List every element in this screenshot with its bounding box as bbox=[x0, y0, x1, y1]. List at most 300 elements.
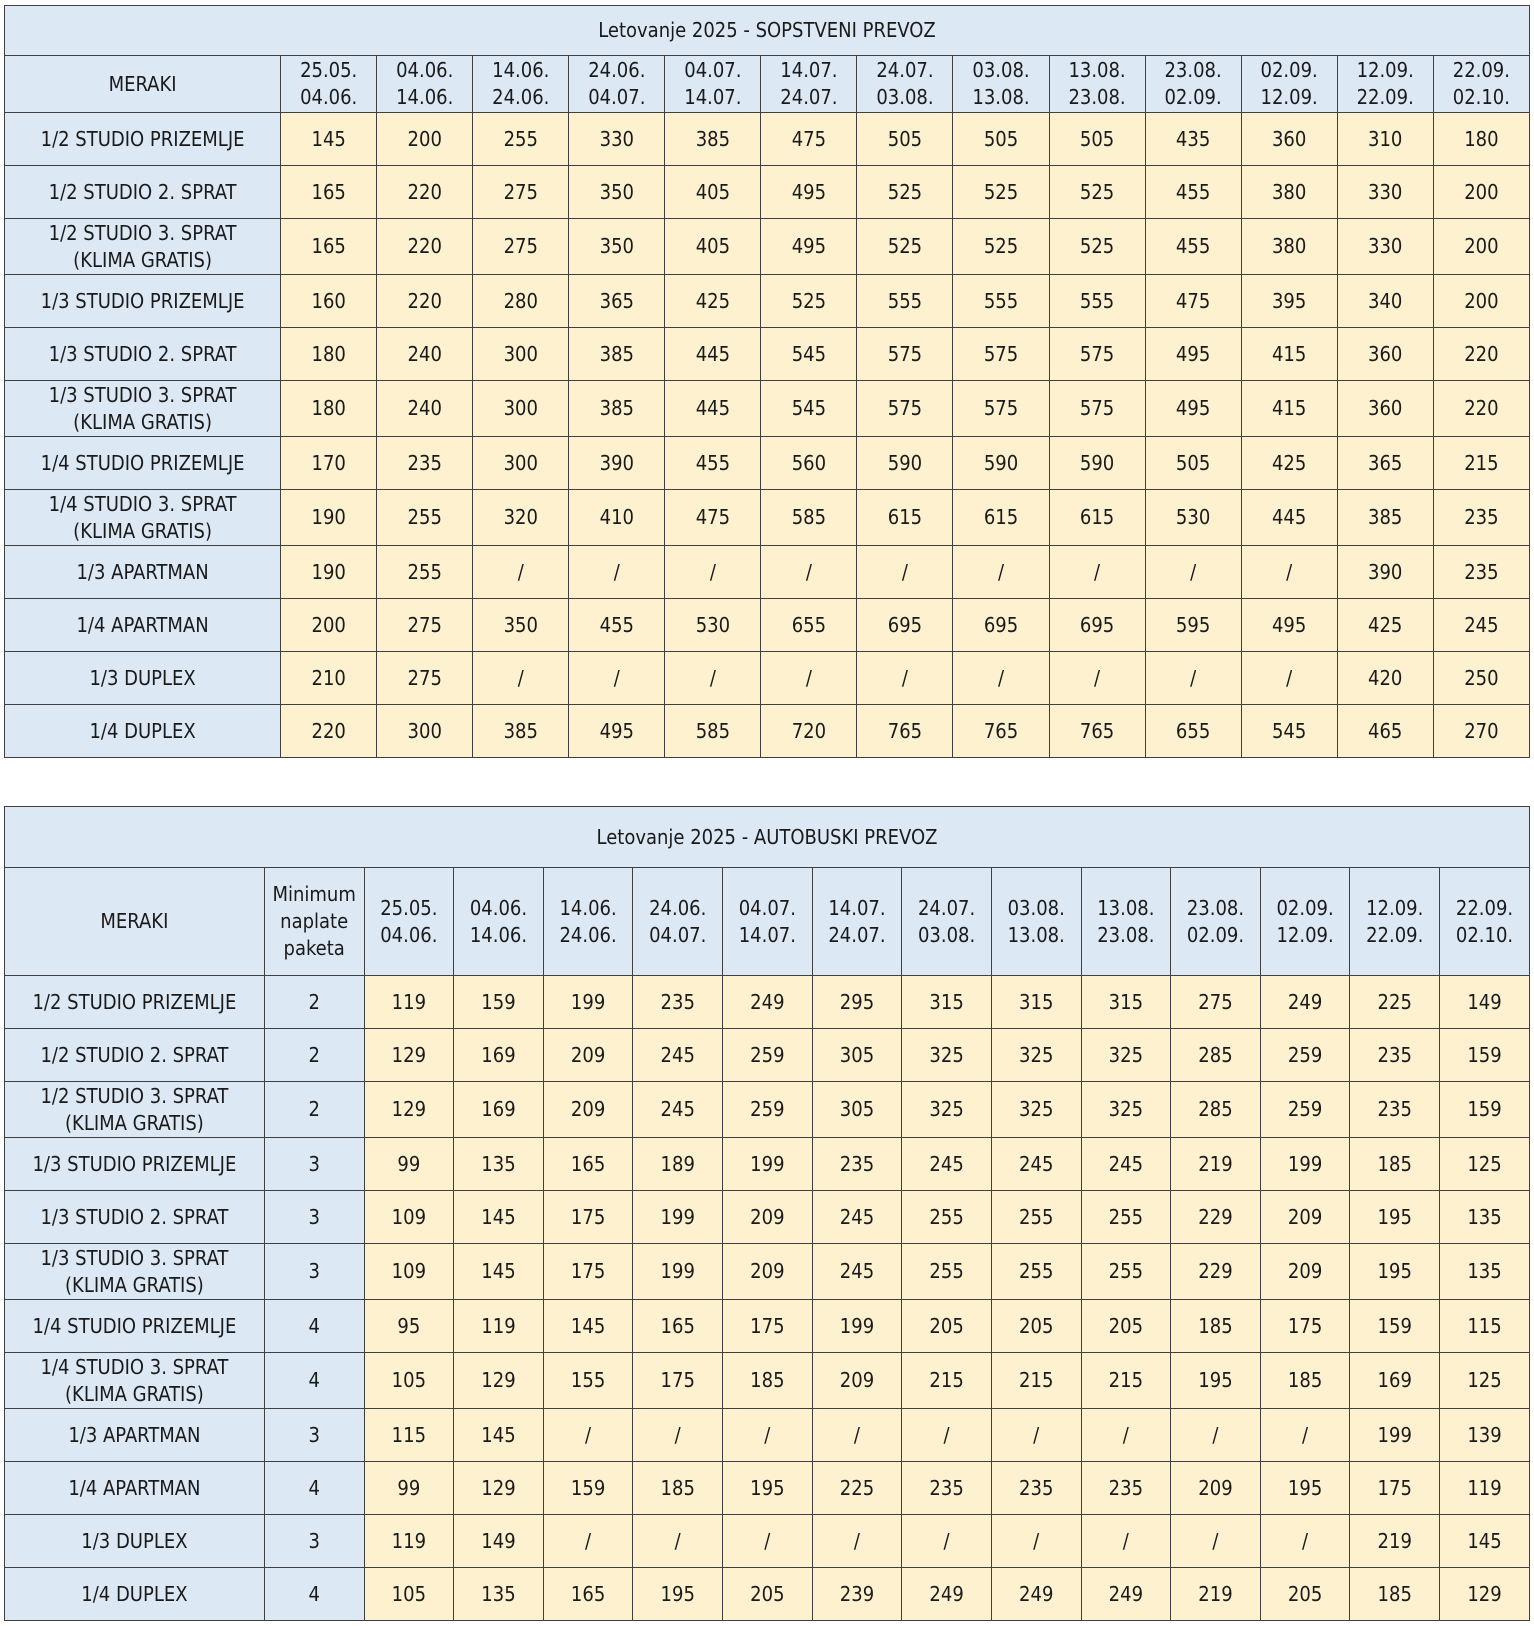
price-cell: 95 bbox=[364, 1300, 454, 1353]
text-line: 02.10. bbox=[1452, 85, 1510, 109]
text-line: 03.08. bbox=[917, 922, 976, 947]
price-cell: / bbox=[991, 1515, 1081, 1568]
price-cell: 209 bbox=[723, 1191, 813, 1244]
price-cell: / bbox=[761, 652, 857, 705]
price-cell: 119 bbox=[364, 1515, 454, 1568]
text-line: 14.06. bbox=[469, 922, 528, 947]
price-cell: 165 bbox=[281, 166, 377, 219]
price-cell: 245 bbox=[1081, 1138, 1171, 1191]
room-type bbox=[5, 976, 265, 1029]
price-cell: 185 bbox=[1260, 1353, 1350, 1409]
price-cell: 235 bbox=[991, 1462, 1081, 1515]
price-cell: 360 bbox=[1337, 328, 1433, 381]
price-cell: 350 bbox=[569, 166, 665, 219]
text-line: 02.09. bbox=[1260, 58, 1318, 82]
period-header bbox=[569, 56, 665, 113]
text-line: (KLIMA GRATIS) bbox=[73, 247, 212, 272]
price-cell: 330 bbox=[1337, 219, 1433, 275]
price-cell: / bbox=[1241, 652, 1337, 705]
price-cell: / bbox=[953, 546, 1049, 599]
price-cell: 695 bbox=[1049, 599, 1145, 652]
table-row bbox=[5, 1515, 1530, 1568]
text-line: 22.09. bbox=[1356, 85, 1414, 109]
text-line: 02.09. bbox=[1276, 895, 1334, 920]
text-line: 24.06. bbox=[588, 58, 646, 82]
price-cell: 159 bbox=[454, 976, 544, 1029]
price-cell: 575 bbox=[953, 328, 1049, 381]
text-line: (KLIMA GRATIS) bbox=[73, 409, 212, 434]
price-cell: 275 bbox=[377, 652, 473, 705]
price-cell: 209 bbox=[543, 1082, 633, 1138]
text-line: 04.06. bbox=[396, 58, 454, 82]
price-cell: 200 bbox=[1433, 219, 1529, 275]
price-cell: 525 bbox=[1049, 219, 1145, 275]
price-cell: 360 bbox=[1337, 381, 1433, 437]
price-cell: 275 bbox=[473, 219, 569, 275]
price-cell: 245 bbox=[812, 1191, 902, 1244]
text-line: 1/4 STUDIO PRIZEMLJE bbox=[40, 450, 245, 475]
price-cell: 350 bbox=[473, 599, 569, 652]
text-line: 24.07. bbox=[828, 922, 886, 947]
text-line: 02.09. bbox=[1164, 85, 1222, 109]
price-cell: 209 bbox=[1260, 1244, 1350, 1300]
table-row bbox=[5, 599, 1530, 652]
text-line: 24.06. bbox=[649, 895, 707, 920]
price-cell: 505 bbox=[857, 113, 953, 166]
price-cell: 199 bbox=[633, 1244, 723, 1300]
price-cell: 255 bbox=[377, 546, 473, 599]
price-cell: 205 bbox=[902, 1300, 992, 1353]
text-line: 1/2 STUDIO PRIZEMLJE bbox=[32, 989, 237, 1014]
price-cell: 165 bbox=[543, 1568, 633, 1621]
price-cell: 270 bbox=[1433, 705, 1529, 758]
price-cell: 350 bbox=[569, 219, 665, 275]
price-cell: 475 bbox=[761, 113, 857, 166]
text-line: 1/3 STUDIO 2. SPRAT bbox=[40, 1204, 229, 1229]
price-cell: 175 bbox=[1260, 1300, 1350, 1353]
price-cell: 255 bbox=[991, 1244, 1081, 1300]
price-cell: 195 bbox=[1350, 1191, 1440, 1244]
text-line: 04.06. bbox=[380, 922, 438, 947]
room-type bbox=[5, 1353, 265, 1409]
price-cell: 330 bbox=[569, 113, 665, 166]
price-cell: 219 bbox=[1350, 1515, 1440, 1568]
room-type bbox=[5, 546, 281, 599]
price-cell: 585 bbox=[761, 490, 857, 546]
price-cell: 505 bbox=[953, 113, 1049, 166]
price-cell: 109 bbox=[364, 1191, 454, 1244]
text-line: 1/3 STUDIO 3. SPRAT bbox=[40, 1245, 229, 1270]
price-cell: / bbox=[902, 1409, 992, 1462]
price-cell: 240 bbox=[377, 381, 473, 437]
price-cell: 240 bbox=[377, 328, 473, 381]
price-cell: 390 bbox=[569, 437, 665, 490]
table-row bbox=[5, 652, 1530, 705]
table-row bbox=[5, 1138, 1530, 1191]
text-line: 13.08. bbox=[1007, 922, 1065, 947]
text-line: 24.07. bbox=[780, 85, 838, 109]
price-cell: 119 bbox=[364, 976, 454, 1029]
period-header bbox=[812, 868, 902, 976]
price-cell: 655 bbox=[761, 599, 857, 652]
price-cell: / bbox=[665, 652, 761, 705]
text-line: 03.08. bbox=[1007, 895, 1065, 920]
corner-label: MERAKI bbox=[5, 56, 281, 113]
price-cell: 720 bbox=[761, 705, 857, 758]
price-cell: 560 bbox=[761, 437, 857, 490]
text-line: 14.06. bbox=[492, 58, 550, 82]
price-cell: 170 bbox=[281, 437, 377, 490]
price-cell: 410 bbox=[569, 490, 665, 546]
price-cell: 255 bbox=[991, 1191, 1081, 1244]
text-line: 14.06. bbox=[396, 85, 454, 109]
text-line: 04.07. bbox=[588, 85, 646, 109]
text-line: 22.09. bbox=[1455, 895, 1514, 920]
price-cell: 585 bbox=[665, 705, 761, 758]
price-cell: 575 bbox=[857, 381, 953, 437]
price-cell: 530 bbox=[665, 599, 761, 652]
price-cell: 115 bbox=[364, 1409, 454, 1462]
price-cell: / bbox=[991, 1409, 1081, 1462]
text-line: 1/3 STUDIO 3. SPRAT bbox=[48, 382, 237, 407]
period-header bbox=[1440, 868, 1530, 976]
price-cell: 220 bbox=[1433, 381, 1529, 437]
price-cell: 445 bbox=[665, 328, 761, 381]
period-header bbox=[1171, 868, 1261, 976]
price-cell: 455 bbox=[1145, 219, 1241, 275]
price-cell: 209 bbox=[812, 1353, 902, 1409]
price-cell: 169 bbox=[454, 1082, 544, 1138]
header-row bbox=[5, 56, 1530, 113]
minimum-persons: 4 bbox=[264, 1568, 364, 1621]
price-cell: 205 bbox=[991, 1300, 1081, 1353]
price-cell: 180 bbox=[281, 381, 377, 437]
minimum-persons: 2 bbox=[264, 976, 364, 1029]
price-cell: 255 bbox=[902, 1244, 992, 1300]
price-cell: 615 bbox=[953, 490, 1049, 546]
price-cell: 149 bbox=[1440, 976, 1530, 1029]
price-cell: 190 bbox=[281, 490, 377, 546]
price-cell: 245 bbox=[633, 1082, 723, 1138]
room-type bbox=[5, 1191, 265, 1244]
minimum-persons: 4 bbox=[264, 1462, 364, 1515]
price-cell: 159 bbox=[1350, 1300, 1440, 1353]
price-cell: 245 bbox=[991, 1138, 1081, 1191]
price-cell: 695 bbox=[953, 599, 1049, 652]
price-cell: 765 bbox=[1049, 705, 1145, 758]
text-line: 23.08. bbox=[1164, 58, 1222, 82]
period-header bbox=[761, 56, 857, 113]
price-cell: 405 bbox=[665, 166, 761, 219]
price-cell: 455 bbox=[569, 599, 665, 652]
period-header bbox=[1337, 56, 1433, 113]
period-header bbox=[1433, 56, 1529, 113]
price-cell: 575 bbox=[857, 328, 953, 381]
price-cell: 215 bbox=[1081, 1353, 1171, 1409]
price-cell: 305 bbox=[812, 1082, 902, 1138]
price-cell: 169 bbox=[454, 1029, 544, 1082]
minimum-header bbox=[264, 868, 364, 976]
price-cell: 249 bbox=[902, 1568, 992, 1621]
text-line: 12.09. bbox=[1260, 85, 1318, 109]
text-line: 14.07. bbox=[684, 85, 742, 109]
price-cell: 390 bbox=[1337, 546, 1433, 599]
price-cell: / bbox=[812, 1409, 902, 1462]
period-header bbox=[1145, 56, 1241, 113]
period-header bbox=[1049, 56, 1145, 113]
price-cell: 135 bbox=[1440, 1191, 1530, 1244]
price-cell: 195 bbox=[1171, 1353, 1261, 1409]
price-cell: 505 bbox=[1145, 437, 1241, 490]
price-cell: 325 bbox=[1081, 1082, 1171, 1138]
room-type bbox=[5, 1462, 265, 1515]
price-cell: 220 bbox=[281, 705, 377, 758]
price-cell: 555 bbox=[1049, 275, 1145, 328]
text-line: 14.07. bbox=[828, 895, 886, 920]
price-cell: 505 bbox=[1049, 113, 1145, 166]
table-row bbox=[5, 1191, 1530, 1244]
room-type bbox=[5, 490, 281, 546]
minimum-persons: 4 bbox=[264, 1353, 364, 1409]
price-cell: 189 bbox=[633, 1138, 723, 1191]
room-type bbox=[5, 1409, 265, 1462]
price-cell: / bbox=[812, 1515, 902, 1568]
price-cell: 615 bbox=[857, 490, 953, 546]
minimum-persons: 2 bbox=[264, 1082, 364, 1138]
price-cell: 695 bbox=[857, 599, 953, 652]
price-cell: 220 bbox=[377, 166, 473, 219]
text-line: 1/2 STUDIO 3. SPRAT bbox=[48, 220, 237, 245]
price-cell: 385 bbox=[569, 381, 665, 437]
price-cell: 220 bbox=[377, 219, 473, 275]
text-line: 13.08. bbox=[1097, 895, 1155, 920]
price-cell: / bbox=[1081, 1515, 1171, 1568]
price-cell: 380 bbox=[1241, 166, 1337, 219]
price-cell: 495 bbox=[1145, 381, 1241, 437]
price-cell: 385 bbox=[569, 328, 665, 381]
text-line: 23.08. bbox=[1186, 895, 1245, 920]
price-cell: 420 bbox=[1337, 652, 1433, 705]
price-cell: 415 bbox=[1241, 381, 1337, 437]
price-cell: 145 bbox=[1440, 1515, 1530, 1568]
price-cell: 525 bbox=[953, 219, 1049, 275]
corner-label: MERAKI bbox=[5, 868, 265, 976]
period-header bbox=[723, 868, 813, 976]
room-type bbox=[5, 1568, 265, 1621]
price-cell: 125 bbox=[1440, 1353, 1530, 1409]
text-line: 13.08. bbox=[972, 85, 1030, 109]
text-line: 04.07. bbox=[738, 895, 796, 920]
price-cell: 340 bbox=[1337, 275, 1433, 328]
price-cell: 575 bbox=[953, 381, 1049, 437]
price-cell: 185 bbox=[723, 1353, 813, 1409]
period-header bbox=[1350, 868, 1440, 976]
price-cell: / bbox=[761, 546, 857, 599]
price-cell: / bbox=[857, 546, 953, 599]
text-line: 14.06. bbox=[559, 895, 617, 920]
text-line: 1/3 APARTMAN bbox=[68, 1422, 201, 1447]
text-line: 1/3 DUPLEX bbox=[81, 1528, 188, 1553]
price-cell: / bbox=[1049, 546, 1145, 599]
price-cell: 129 bbox=[454, 1353, 544, 1409]
price-cell: 235 bbox=[1081, 1462, 1171, 1515]
price-cell: 200 bbox=[1433, 166, 1529, 219]
room-type bbox=[5, 275, 281, 328]
text-line: 12.09. bbox=[1276, 922, 1334, 947]
text-line: 1/4 APARTMAN bbox=[76, 612, 209, 637]
table-row bbox=[5, 705, 1530, 758]
price-cell: 245 bbox=[812, 1244, 902, 1300]
price-cell: 200 bbox=[281, 599, 377, 652]
price-cell: 185 bbox=[633, 1462, 723, 1515]
price-cell: / bbox=[1171, 1515, 1261, 1568]
period-header bbox=[953, 56, 1049, 113]
table-row bbox=[5, 113, 1530, 166]
text-line: 23.08. bbox=[1068, 85, 1126, 109]
price-cell: 325 bbox=[1081, 1029, 1171, 1082]
text-line: 25.05. bbox=[300, 58, 358, 82]
price-cell: 765 bbox=[953, 705, 1049, 758]
price-cell: 235 bbox=[902, 1462, 992, 1515]
header-row bbox=[5, 868, 1530, 976]
room-type bbox=[5, 599, 281, 652]
text-line: 04.07. bbox=[684, 58, 742, 82]
price-cell: 205 bbox=[1081, 1300, 1171, 1353]
price-cell: 545 bbox=[1241, 705, 1337, 758]
table-row bbox=[5, 1244, 1530, 1300]
price-cell: 195 bbox=[633, 1568, 723, 1621]
price-cell: 220 bbox=[377, 275, 473, 328]
price-cell: 360 bbox=[1241, 113, 1337, 166]
price-cell: 225 bbox=[1350, 976, 1440, 1029]
period-header bbox=[543, 868, 633, 976]
price-cell: 525 bbox=[761, 275, 857, 328]
price-cell: 325 bbox=[991, 1029, 1081, 1082]
price-cell: / bbox=[1241, 546, 1337, 599]
price-cell: 255 bbox=[902, 1191, 992, 1244]
text-line: 22.09. bbox=[1366, 922, 1424, 947]
price-cell: 139 bbox=[1440, 1409, 1530, 1462]
price-cell: 330 bbox=[1337, 166, 1433, 219]
price-cell: 185 bbox=[1350, 1568, 1440, 1621]
text-line: 1/2 STUDIO 2. SPRAT bbox=[40, 1042, 229, 1067]
room-type bbox=[5, 219, 281, 275]
price-cell: / bbox=[1171, 1409, 1261, 1462]
text-line: (KLIMA GRATIS) bbox=[65, 1272, 204, 1297]
price-cell: 525 bbox=[857, 166, 953, 219]
price-cell: 145 bbox=[281, 113, 377, 166]
price-cell: 255 bbox=[1081, 1244, 1171, 1300]
price-cell: 590 bbox=[857, 437, 953, 490]
text-line: naplate bbox=[280, 909, 349, 933]
price-cell: / bbox=[1260, 1515, 1350, 1568]
room-type bbox=[5, 328, 281, 381]
period-header bbox=[1241, 56, 1337, 113]
text-line: 1/4 DUPLEX bbox=[89, 718, 196, 743]
period-header bbox=[1260, 868, 1350, 976]
price-cell: 200 bbox=[377, 113, 473, 166]
table-row bbox=[5, 219, 1530, 275]
title-row bbox=[5, 6, 1530, 56]
minimum-persons: 3 bbox=[264, 1244, 364, 1300]
price-cell: 165 bbox=[281, 219, 377, 275]
price-cell: 190 bbox=[281, 546, 377, 599]
price-cell: 385 bbox=[473, 705, 569, 758]
text-line: 24.07. bbox=[876, 58, 934, 82]
table-row bbox=[5, 1082, 1530, 1138]
price-cell: 495 bbox=[761, 166, 857, 219]
price-cell: 175 bbox=[633, 1353, 723, 1409]
text-line: 1/4 DUPLEX bbox=[81, 1581, 188, 1606]
period-header bbox=[377, 56, 473, 113]
price-cell: 159 bbox=[543, 1462, 633, 1515]
text-line: 1/3 DUPLEX bbox=[89, 665, 196, 690]
price-cell: 765 bbox=[857, 705, 953, 758]
price-cell: 405 bbox=[665, 219, 761, 275]
price-cell: 249 bbox=[1081, 1568, 1171, 1621]
price-cell: 525 bbox=[953, 166, 1049, 219]
price-cell: 145 bbox=[454, 1191, 544, 1244]
price-cell: 385 bbox=[1337, 490, 1433, 546]
price-cell: 175 bbox=[723, 1300, 813, 1353]
text-line: paketa bbox=[283, 936, 345, 960]
price-cell: 169 bbox=[1350, 1353, 1440, 1409]
price-cell: 615 bbox=[1049, 490, 1145, 546]
price-cell: 545 bbox=[761, 328, 857, 381]
price-cell: 235 bbox=[377, 437, 473, 490]
price-table-own-transport bbox=[4, 5, 1530, 758]
price-cell: 235 bbox=[1350, 1082, 1440, 1138]
price-cell: 180 bbox=[281, 328, 377, 381]
price-cell: 145 bbox=[454, 1409, 544, 1462]
price-cell: 365 bbox=[1337, 437, 1433, 490]
price-cell: 199 bbox=[1260, 1138, 1350, 1191]
price-cell: 259 bbox=[1260, 1082, 1350, 1138]
price-cell: 475 bbox=[665, 490, 761, 546]
minimum-persons: 3 bbox=[264, 1138, 364, 1191]
price-cell: / bbox=[1145, 652, 1241, 705]
text-line: 02.09. bbox=[1186, 922, 1245, 947]
price-cell: 175 bbox=[543, 1244, 633, 1300]
price-cell: 209 bbox=[1260, 1191, 1350, 1244]
room-type bbox=[5, 381, 281, 437]
price-cell: 209 bbox=[723, 1244, 813, 1300]
price-cell: 165 bbox=[633, 1300, 723, 1353]
price-cell: 160 bbox=[281, 275, 377, 328]
minimum-persons: 3 bbox=[264, 1191, 364, 1244]
price-cell: 435 bbox=[1145, 113, 1241, 166]
price-cell: 115 bbox=[1440, 1300, 1530, 1353]
price-cell: 245 bbox=[1433, 599, 1529, 652]
price-cell: 530 bbox=[1145, 490, 1241, 546]
table-row bbox=[5, 1462, 1530, 1515]
price-cell: 185 bbox=[1171, 1300, 1261, 1353]
price-cell: 300 bbox=[473, 381, 569, 437]
price-cell: 325 bbox=[902, 1082, 992, 1138]
price-cell: 235 bbox=[1350, 1029, 1440, 1082]
text-line: 04.07. bbox=[649, 922, 707, 947]
price-cell: 425 bbox=[1337, 599, 1433, 652]
price-cell: 245 bbox=[633, 1029, 723, 1082]
price-cell: 575 bbox=[1049, 381, 1145, 437]
table-row bbox=[5, 166, 1530, 219]
price-cell: 495 bbox=[1145, 328, 1241, 381]
price-cell: 255 bbox=[473, 113, 569, 166]
price-cell: 215 bbox=[1433, 437, 1529, 490]
price-cell: 205 bbox=[1260, 1568, 1350, 1621]
price-cell: 300 bbox=[473, 437, 569, 490]
price-cell: 590 bbox=[953, 437, 1049, 490]
